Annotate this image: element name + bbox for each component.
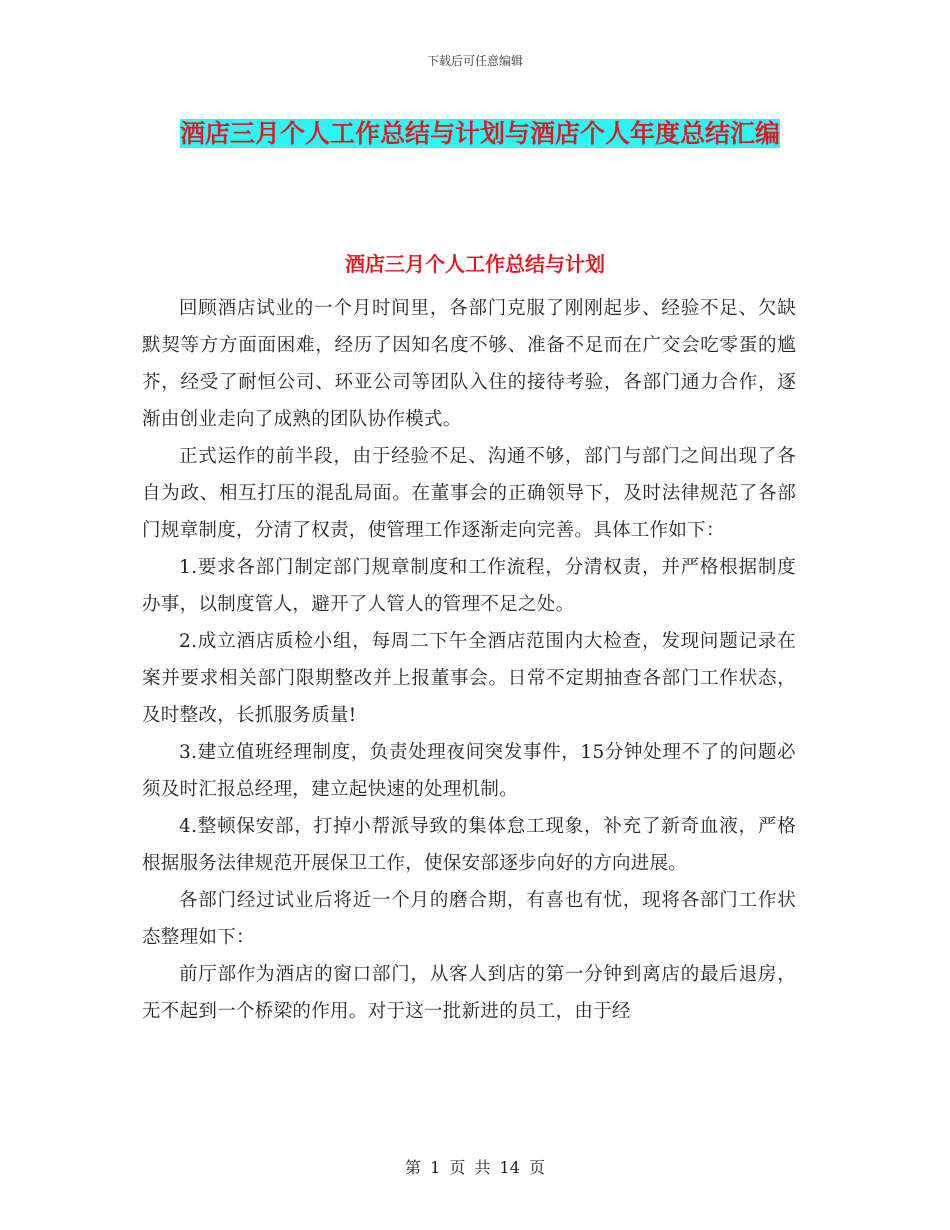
paragraph: 4.整顿保安部，打掉小帮派导致的集体怠工现象，补充了新奇血液，严格根据服务法律规范开展保卫工作，使保安部逐步向好的方向进展。	[142, 816, 796, 874]
document-body	[142, 290, 796, 1030]
document-title-text: 酒店三月个人工作总结与计划与酒店个人年度总结汇编	[179, 119, 780, 148]
page-footer: 第 1 页 共 14 页	[405, 1158, 545, 1177]
paragraph: 2.成立酒店质检小组，每周二下午全酒店范围内大检查，发现问题记录在案并要求相关部门限期整改并上报董事会。日常不定期抽查各部门工作状态，及时整改，长抓服务质量!	[142, 631, 796, 726]
paragraph: 前厅部作为酒店的窗口部门，从客人到店的第一分钟到离店的最后退房，无不起到一个桥梁的作用。对于这一批新进的员工，由于经	[142, 964, 796, 1022]
paragraph: 回顾酒店试业的一个月时间里，各部门克服了刚刚起步、经验不足、欠缺默契等方方面面困难，经历了因知名度不够、准备不足而在广交会吃零蛋的尴芥，经受了耐恒公司、环亚公司等团队入住的接待考验，各部门通力合作，逐渐由创业走向了成熟的团队协作模式。	[142, 298, 796, 430]
paragraph: 1.要求各部门制定部门规章制度和工作流程，分清权责，并严格根据制度办事，以制度管人，避开了人管人的管理不足之处。	[142, 557, 796, 615]
document-title	[150, 112, 810, 156]
paragraph: 3.建立值班经理制度，负责处理夜间突发事件，15分钟处理不了的问题必须及时汇报总经理，建立起快速的处理机制。	[142, 742, 796, 800]
header-note: 下载后可任意编辑	[426, 54, 523, 68]
paragraph: 正式运作的前半段，由于经验不足、沟通不够，部门与部门之间出现了各自为政、相互打压的混乱局面。在董事会的正确领导下，及时法律规范了各部门规章制度，分清了权责，使管理工作逐渐走向完善。具体工作如下：	[142, 446, 796, 541]
section-title: 酒店三月个人工作总结与计划	[345, 252, 605, 276]
paragraph: 各部门经过试业后将近一个月的磨合期，有喜也有忧，现将各部门工作状态整理如下：	[142, 890, 796, 948]
